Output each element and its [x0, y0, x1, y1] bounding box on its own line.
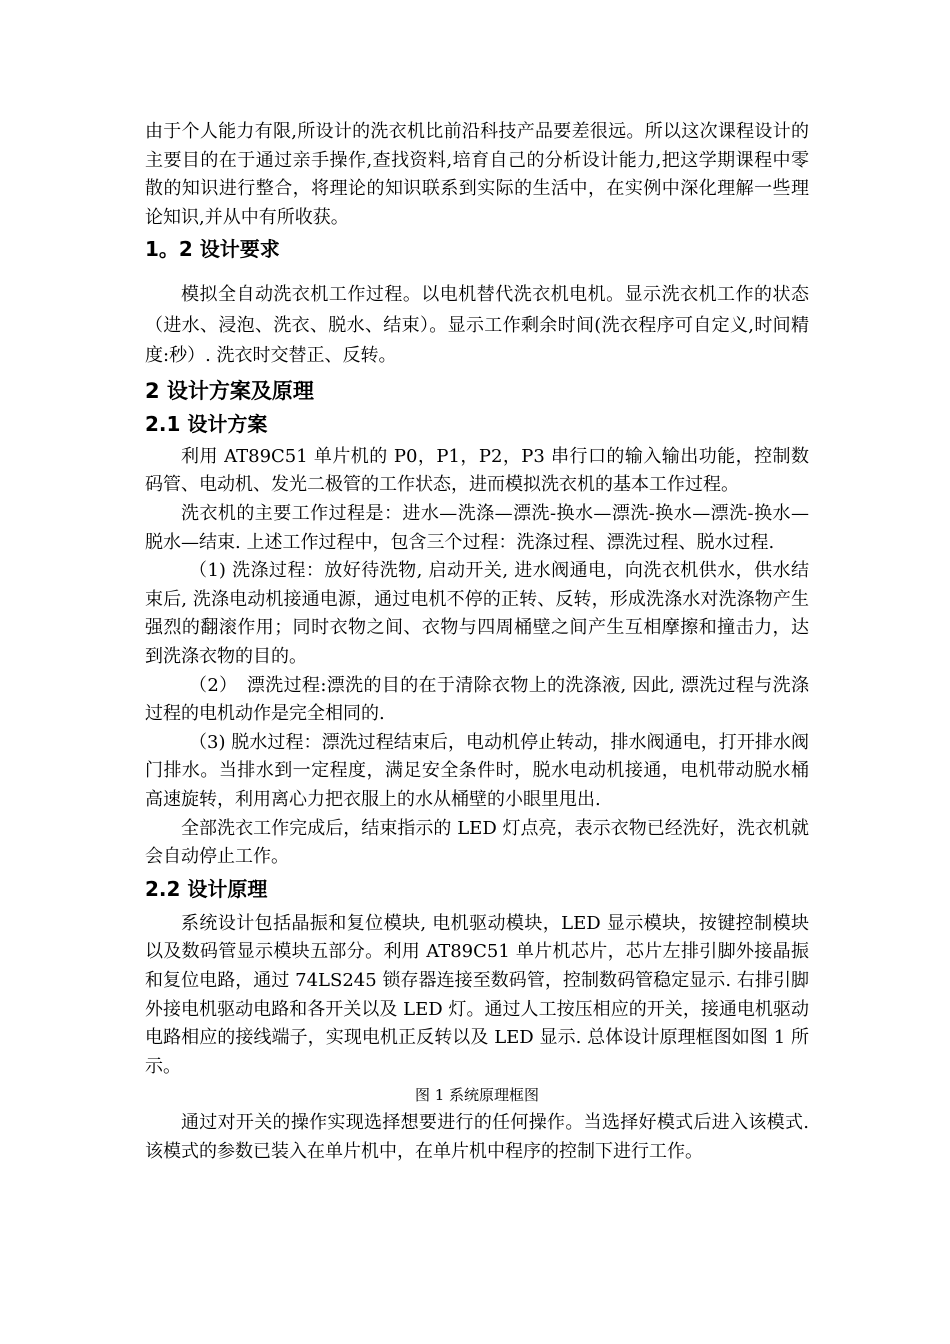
- scheme-paragraph-washing: （1) 洗涤过程：放好待洗物, 启动开关, 进水阀通电，向洗衣机供水，供水结束后, 洗涤电动机接通电源，通过电机不停的正转、反转，形成洗涤水对洗涤物产生强烈的翻滚作用；同时衣物之间、衣物与四周桶壁之间产生互相摩擦和撞击力，达到洗涤衣物的目的。: [145, 560, 809, 668]
- scheme-paragraph-1: 利用 AT89C51 单片机的 P0，P1，P2，P3 串行口的输入输出功能，控制数码管、电动机、发光二极管的工作状态，进而模拟洗衣机的基本工作过程。: [145, 445, 809, 496]
- heading-1-2: 1。2 设计要求: [145, 237, 280, 262]
- principle-paragraph-1: 系统设计包括晶振和复位模块, 电机驱动模块，LED 显示模块，按键控制模块以及数码管显示模块五部分。利用 AT89C51 单片机芯片，芯片左排引脚外接晶振和复位电路，通过 74LS245 锁存器连接至数码管，控制数码管稳定显示. 右排引脚外接电机驱动电路和各开关以及 LED 灯。通过人工按压相应的开关，接通电机驱动电路相应的接线端子，实现电机正反转以及 LED 显示. 总体设计原理框图如图 1 所示。: [145, 912, 809, 1077]
- requirements-paragraph: 模拟全自动洗衣机工作过程。以电机替代洗衣机电机。显示洗衣机工作的状态（进水、浸泡、洗衣、脱水、结束）。显示工作剩余时间(洗衣程序可自定义,时间精度:秒）. 洗衣时交替正、反转。: [145, 284, 809, 367]
- figure-caption: 图 1 系统原理框图: [414, 1086, 540, 1105]
- heading-2-2: 2.2 设计原理: [145, 876, 268, 901]
- principle-paragraph-2: 通过对开关的操作实现选择想要进行的任何操作。当选择好模式后进入该模式.该模式的参数已装入在单片机中，在单片机中程序的控制下进行工作。: [145, 1112, 809, 1162]
- scheme-paragraph-rinsing: （2） 漂洗过程:漂洗的目的在于清除衣物上的洗涤液, 因此, 漂洗过程与洗涤过程的电机动作是完全相同的.: [145, 674, 809, 725]
- scheme-paragraph-2: 洗衣机的主要工作过程是：进水—洗涤—漂洗-换水—漂洗-换水—漂洗-换水—脱水—结束. 上述工作过程中，包含三个过程：洗涤过程、漂洗过程、脱水过程.: [145, 503, 809, 553]
- heading-2: 2 设计方案及原理: [145, 378, 314, 403]
- heading-2-1: 2.1 设计方案: [145, 411, 268, 436]
- document-page: [145, 118, 809, 1167]
- scheme-paragraph-finish: 全部洗衣工作完成后，结束指示的 LED 灯点亮，表示衣物已经洗好，洗衣机就会自动停止工作。: [145, 817, 809, 868]
- scheme-paragraph-spinning: （3) 脱水过程：漂洗过程结束后，电动机停止转动，排水阀通电，打开排水阀门排水。当排水到一定程度，满足安全条件时，脱水电动机接通，电机带动脱水桶高速旋转，利用离心力把衣服上的水从桶壁的小眼里甩出.: [145, 731, 809, 810]
- intro-paragraph: 由于个人能力有限,所设计的洗衣机比前沿科技产品要差很远。所以这次课程设计的主要目的在于通过亲手操作,查找资料,培育自己的分析设计能力,把这学期课程中零散的知识进行整合，将理论的知识联系到实际的生活中，在实例中深化理解一些理论知识,并从中有所收获。: [145, 121, 809, 228]
